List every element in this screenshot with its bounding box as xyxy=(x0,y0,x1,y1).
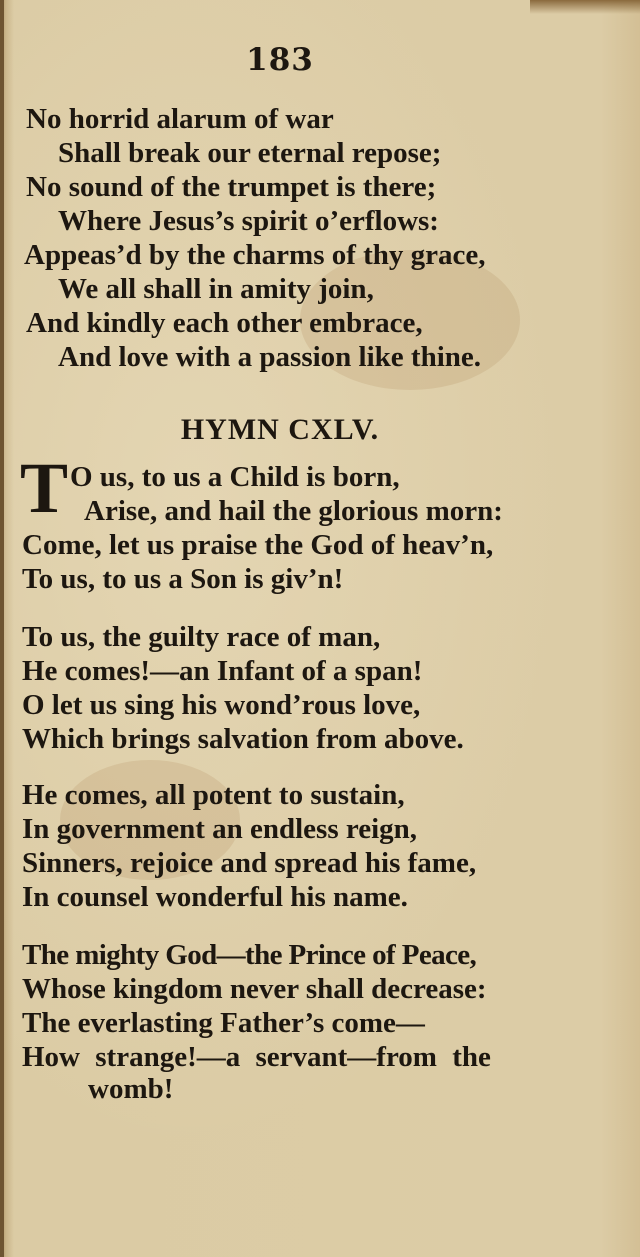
hymn-title: HYMN CXLV. xyxy=(180,413,380,446)
verse-line: To us, to us a Son is giv’n! xyxy=(22,563,344,595)
verse-line: He comes!—an Infant of a span! xyxy=(22,655,423,687)
verse-line: Whose kingdom never shall decrease: xyxy=(22,973,487,1005)
verse-line: In government an endless reign, xyxy=(22,813,418,845)
verse-line: In counsel wonderful his name. xyxy=(22,881,408,913)
drop-cap: T xyxy=(20,448,69,528)
verse-line: To us, the guilty race of man, xyxy=(22,621,381,653)
verse-line: Appeas’d by the charms of thy grace, xyxy=(24,239,486,271)
verse-line: And love with a passion like thine. xyxy=(58,341,482,373)
verse-line: We all shall in amity join, xyxy=(58,273,374,305)
verse-line: No horrid alarum of war xyxy=(26,103,334,135)
verse-line: O us, to us a Child is born, xyxy=(70,461,400,493)
verse-line: O let us sing his wond’rous love, xyxy=(22,689,421,721)
verse-line: womb! xyxy=(88,1073,174,1105)
verse-line: The mighty God—the Prince of Peace, xyxy=(22,939,477,971)
page-number: 183 xyxy=(246,42,314,78)
verse-line: Where Jesus’s spirit o’erflows: xyxy=(58,205,439,237)
verse-line: Arise, and hail the glorious morn: xyxy=(84,495,503,527)
verse-line: Sinners, rejoice and spread his fame, xyxy=(22,847,477,879)
page-spine-edge xyxy=(0,0,4,1257)
verse-line: And kindly each other embrace, xyxy=(26,307,423,339)
verse-line: Shall break our eternal repose; xyxy=(58,137,442,169)
verse-line: Come, let us praise the God of heav’n, xyxy=(22,529,494,561)
verse-line: He comes, all potent to sustain, xyxy=(22,779,405,811)
verse-line: How strange!—a servant—from the xyxy=(22,1041,491,1073)
verse-line: Which brings salvation from above. xyxy=(22,723,464,755)
verse-line: No sound of the trumpet is there; xyxy=(26,171,437,203)
page-top-edge-shadow xyxy=(530,0,640,14)
verse-line: The everlasting Father’s come— xyxy=(22,1007,425,1039)
